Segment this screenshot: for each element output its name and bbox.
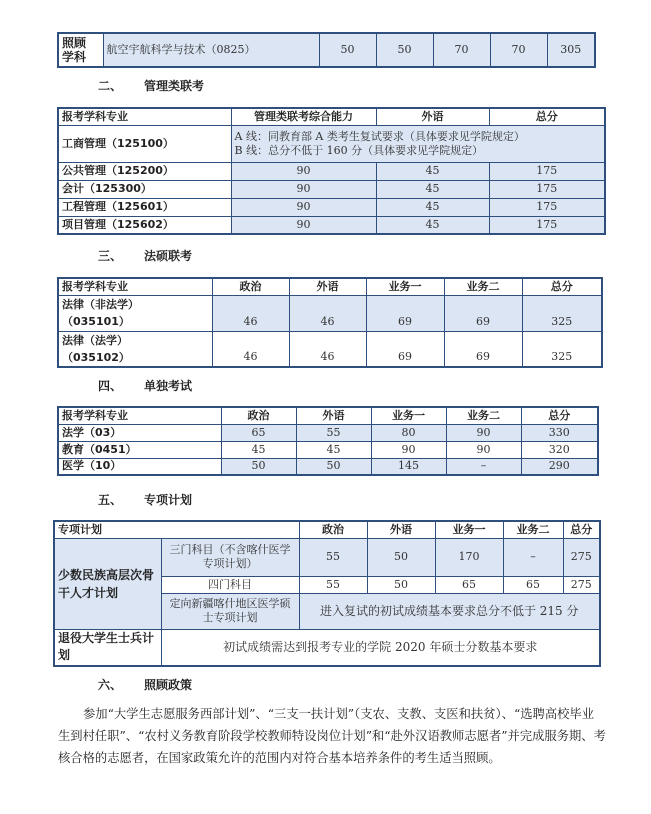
section-title: 管理类联考: [144, 79, 205, 93]
row-label: 会计（125300）: [58, 180, 231, 198]
score-cell: 46: [289, 295, 366, 331]
row-label-name: 法律（非法学）: [62, 298, 139, 311]
row-label: 工程管理（125601）: [58, 198, 231, 216]
row-label: 法学（03）: [58, 424, 221, 441]
table-row: [58, 180, 605, 198]
table-header-row: [58, 108, 605, 125]
column-header: 业务二: [503, 521, 563, 538]
section-number: 三、: [98, 249, 123, 263]
table-row: [58, 331, 602, 367]
table-row: [58, 216, 605, 234]
column-header: 政治: [221, 407, 296, 424]
table-row: [58, 295, 602, 331]
column-header: 外语: [376, 108, 489, 125]
column-header: 外语: [367, 521, 435, 538]
score-cell: –: [446, 458, 521, 475]
column-header: 政治: [212, 278, 289, 295]
column-header: 业务一: [435, 521, 503, 538]
section-heading: [98, 377, 192, 394]
score-cell: 45: [296, 441, 371, 458]
table-row: [58, 33, 595, 67]
section-heading: [98, 676, 192, 693]
table-row: [58, 198, 605, 216]
sub-plan-label: 四门科目: [161, 576, 299, 593]
score-cell: 90: [446, 441, 521, 458]
section-number: 二、: [98, 79, 123, 93]
table-header-row: [58, 407, 598, 424]
score-cell: 69: [444, 331, 522, 367]
score-cell: 320: [521, 441, 598, 458]
score-cell: 46: [212, 331, 289, 367]
row-label: 工商管理（125100）: [58, 125, 231, 162]
section-heading: [98, 77, 204, 94]
score-cell: 330: [521, 424, 598, 441]
row-label-code: （035101）: [62, 315, 130, 328]
row-label: 退役大学生士兵计划: [54, 629, 161, 666]
score-cell: 90: [231, 162, 376, 180]
score-cell: 90: [371, 441, 446, 458]
score-cell: 46: [212, 295, 289, 331]
table-row: [58, 162, 605, 180]
score-cell: 45: [221, 441, 296, 458]
paragraph-text: 参加“大学生志愿服务西部计划”、“三支一扶计划”（支农、支教、支医和扶贫）、“选聘高校毕业生到村任职”、“农村义务教育阶段学校教师特设岗位计划”和“赴外汉语教师志愿者”并完成服务期、考核合格的志愿者，在国家政策允许的范围内对符合基本培养条件的考生适当照顾。: [58, 707, 606, 765]
score-cell: 69: [366, 331, 444, 367]
sub-plan-label: 三门科目（不含喀什医学专项计划）: [161, 538, 299, 576]
score-cell: 50: [221, 458, 296, 475]
score-cell: 45: [376, 216, 489, 234]
section-title: 照顾政策: [144, 678, 193, 692]
score-cell: –: [503, 538, 563, 576]
score-cell: 90: [231, 198, 376, 216]
table-header-row: [58, 278, 602, 295]
table-row: [58, 458, 598, 475]
score-cell: 80: [371, 424, 446, 441]
score-cell: 55: [299, 538, 367, 576]
requirement-note: [231, 125, 605, 162]
section-number: 六、: [98, 678, 123, 692]
score-cell: 50: [367, 538, 435, 576]
section-title: 单独考试: [144, 379, 193, 393]
table-header-row: [54, 521, 600, 538]
row-label: [58, 295, 212, 331]
row-label-name: 法律（法学）: [62, 333, 128, 347]
score-cell: 275: [563, 538, 600, 576]
score-cell: 175: [489, 180, 605, 198]
score-cell: 45: [376, 198, 489, 216]
row-label: [58, 331, 212, 367]
table-management: [57, 107, 606, 235]
table-special-discipline: [57, 32, 596, 68]
score-cell: 45: [376, 162, 489, 180]
score-cell: 65: [503, 576, 563, 593]
score-cell: 50: [376, 33, 433, 67]
line-a: A 线：同教育部 A 类考生复试要求（具体要求见学院规定）: [234, 129, 525, 143]
score-cell: 69: [444, 295, 522, 331]
column-header: 报考学科专业: [58, 108, 231, 125]
column-header: 报考学科专业: [58, 278, 212, 295]
column-header: 业务二: [446, 407, 521, 424]
section-number: 五、: [98, 493, 123, 507]
score-cell: 170: [435, 538, 503, 576]
policy-paragraph: [58, 703, 606, 769]
score-cell: 65: [221, 424, 296, 441]
column-header: 总分: [489, 108, 605, 125]
score-cell: 50: [296, 458, 371, 475]
score-cell: 70: [433, 33, 490, 67]
column-header: 总分: [522, 278, 602, 295]
score-cell: 275: [563, 576, 600, 593]
column-header: 外语: [289, 278, 366, 295]
row-label: 公共管理（125200）: [58, 162, 231, 180]
score-cell: 325: [522, 331, 602, 367]
row-label: 项目管理（125602）: [58, 216, 231, 234]
column-header: 政治: [299, 521, 367, 538]
column-header: 外语: [296, 407, 371, 424]
score-cell: 90: [231, 180, 376, 198]
column-header: 总分: [521, 407, 598, 424]
table-row: [54, 538, 600, 576]
score-cell: 50: [367, 576, 435, 593]
table-row: [58, 441, 598, 458]
requirement-note: 进入复试的初试成绩基本要求总分不低于 215 分: [299, 593, 600, 629]
section-number: 四、: [98, 379, 123, 393]
score-cell: 70: [490, 33, 547, 67]
column-header: 报考学科专业: [58, 407, 221, 424]
row-label: 医学（10）: [58, 458, 221, 475]
score-cell: 325: [522, 295, 602, 331]
score-cell: 145: [371, 458, 446, 475]
sub-plan-label: 定向新疆喀什地区医学硕士专项计划: [161, 593, 299, 629]
score-cell: 175: [489, 198, 605, 216]
section-title: 专项计划: [144, 493, 193, 507]
score-cell: 55: [299, 576, 367, 593]
row-label: 教育（0451）: [58, 441, 221, 458]
score-cell: 69: [366, 295, 444, 331]
requirement-note: 初试成绩需达到报考专业的学院 2020 年硕士分数基本要求: [161, 629, 600, 666]
score-cell: 50: [319, 33, 376, 67]
section-heading: [98, 491, 192, 508]
score-cell: 90: [446, 424, 521, 441]
row-label-code: （035102）: [62, 350, 130, 364]
column-header: 专项计划: [54, 521, 299, 538]
column-header: 业务一: [366, 278, 444, 295]
score-cell: 175: [489, 216, 605, 234]
column-header: 总分: [563, 521, 600, 538]
row-label: 照顾 学科: [58, 33, 103, 67]
table-row: [54, 629, 600, 666]
table-row: [58, 424, 598, 441]
table-row: [58, 125, 605, 162]
score-cell: 90: [231, 216, 376, 234]
group-label: 少数民族高层次骨干人才计划: [54, 538, 161, 629]
table-special-plans: [53, 520, 601, 667]
score-cell: 45: [376, 180, 489, 198]
section-title: 法硕联考: [144, 249, 193, 263]
score-cell: 290: [521, 458, 598, 475]
column-header: 管理类联考综合能力: [231, 108, 376, 125]
score-cell: 55: [296, 424, 371, 441]
score-cell: 175: [489, 162, 605, 180]
table-law: [57, 277, 603, 368]
score-cell: 65: [435, 576, 503, 593]
score-cell: 46: [289, 331, 366, 367]
column-header: 业务一: [371, 407, 446, 424]
score-cell: 305: [547, 33, 595, 67]
table-independent-exam: [57, 406, 599, 476]
column-header: 业务二: [444, 278, 522, 295]
section-heading: [98, 247, 192, 264]
discipline-name: 航空宇航科学与技术（0825）: [103, 33, 319, 67]
line-b: B 线：总分不低于 160 分（具体要求见学院规定）: [234, 143, 484, 157]
